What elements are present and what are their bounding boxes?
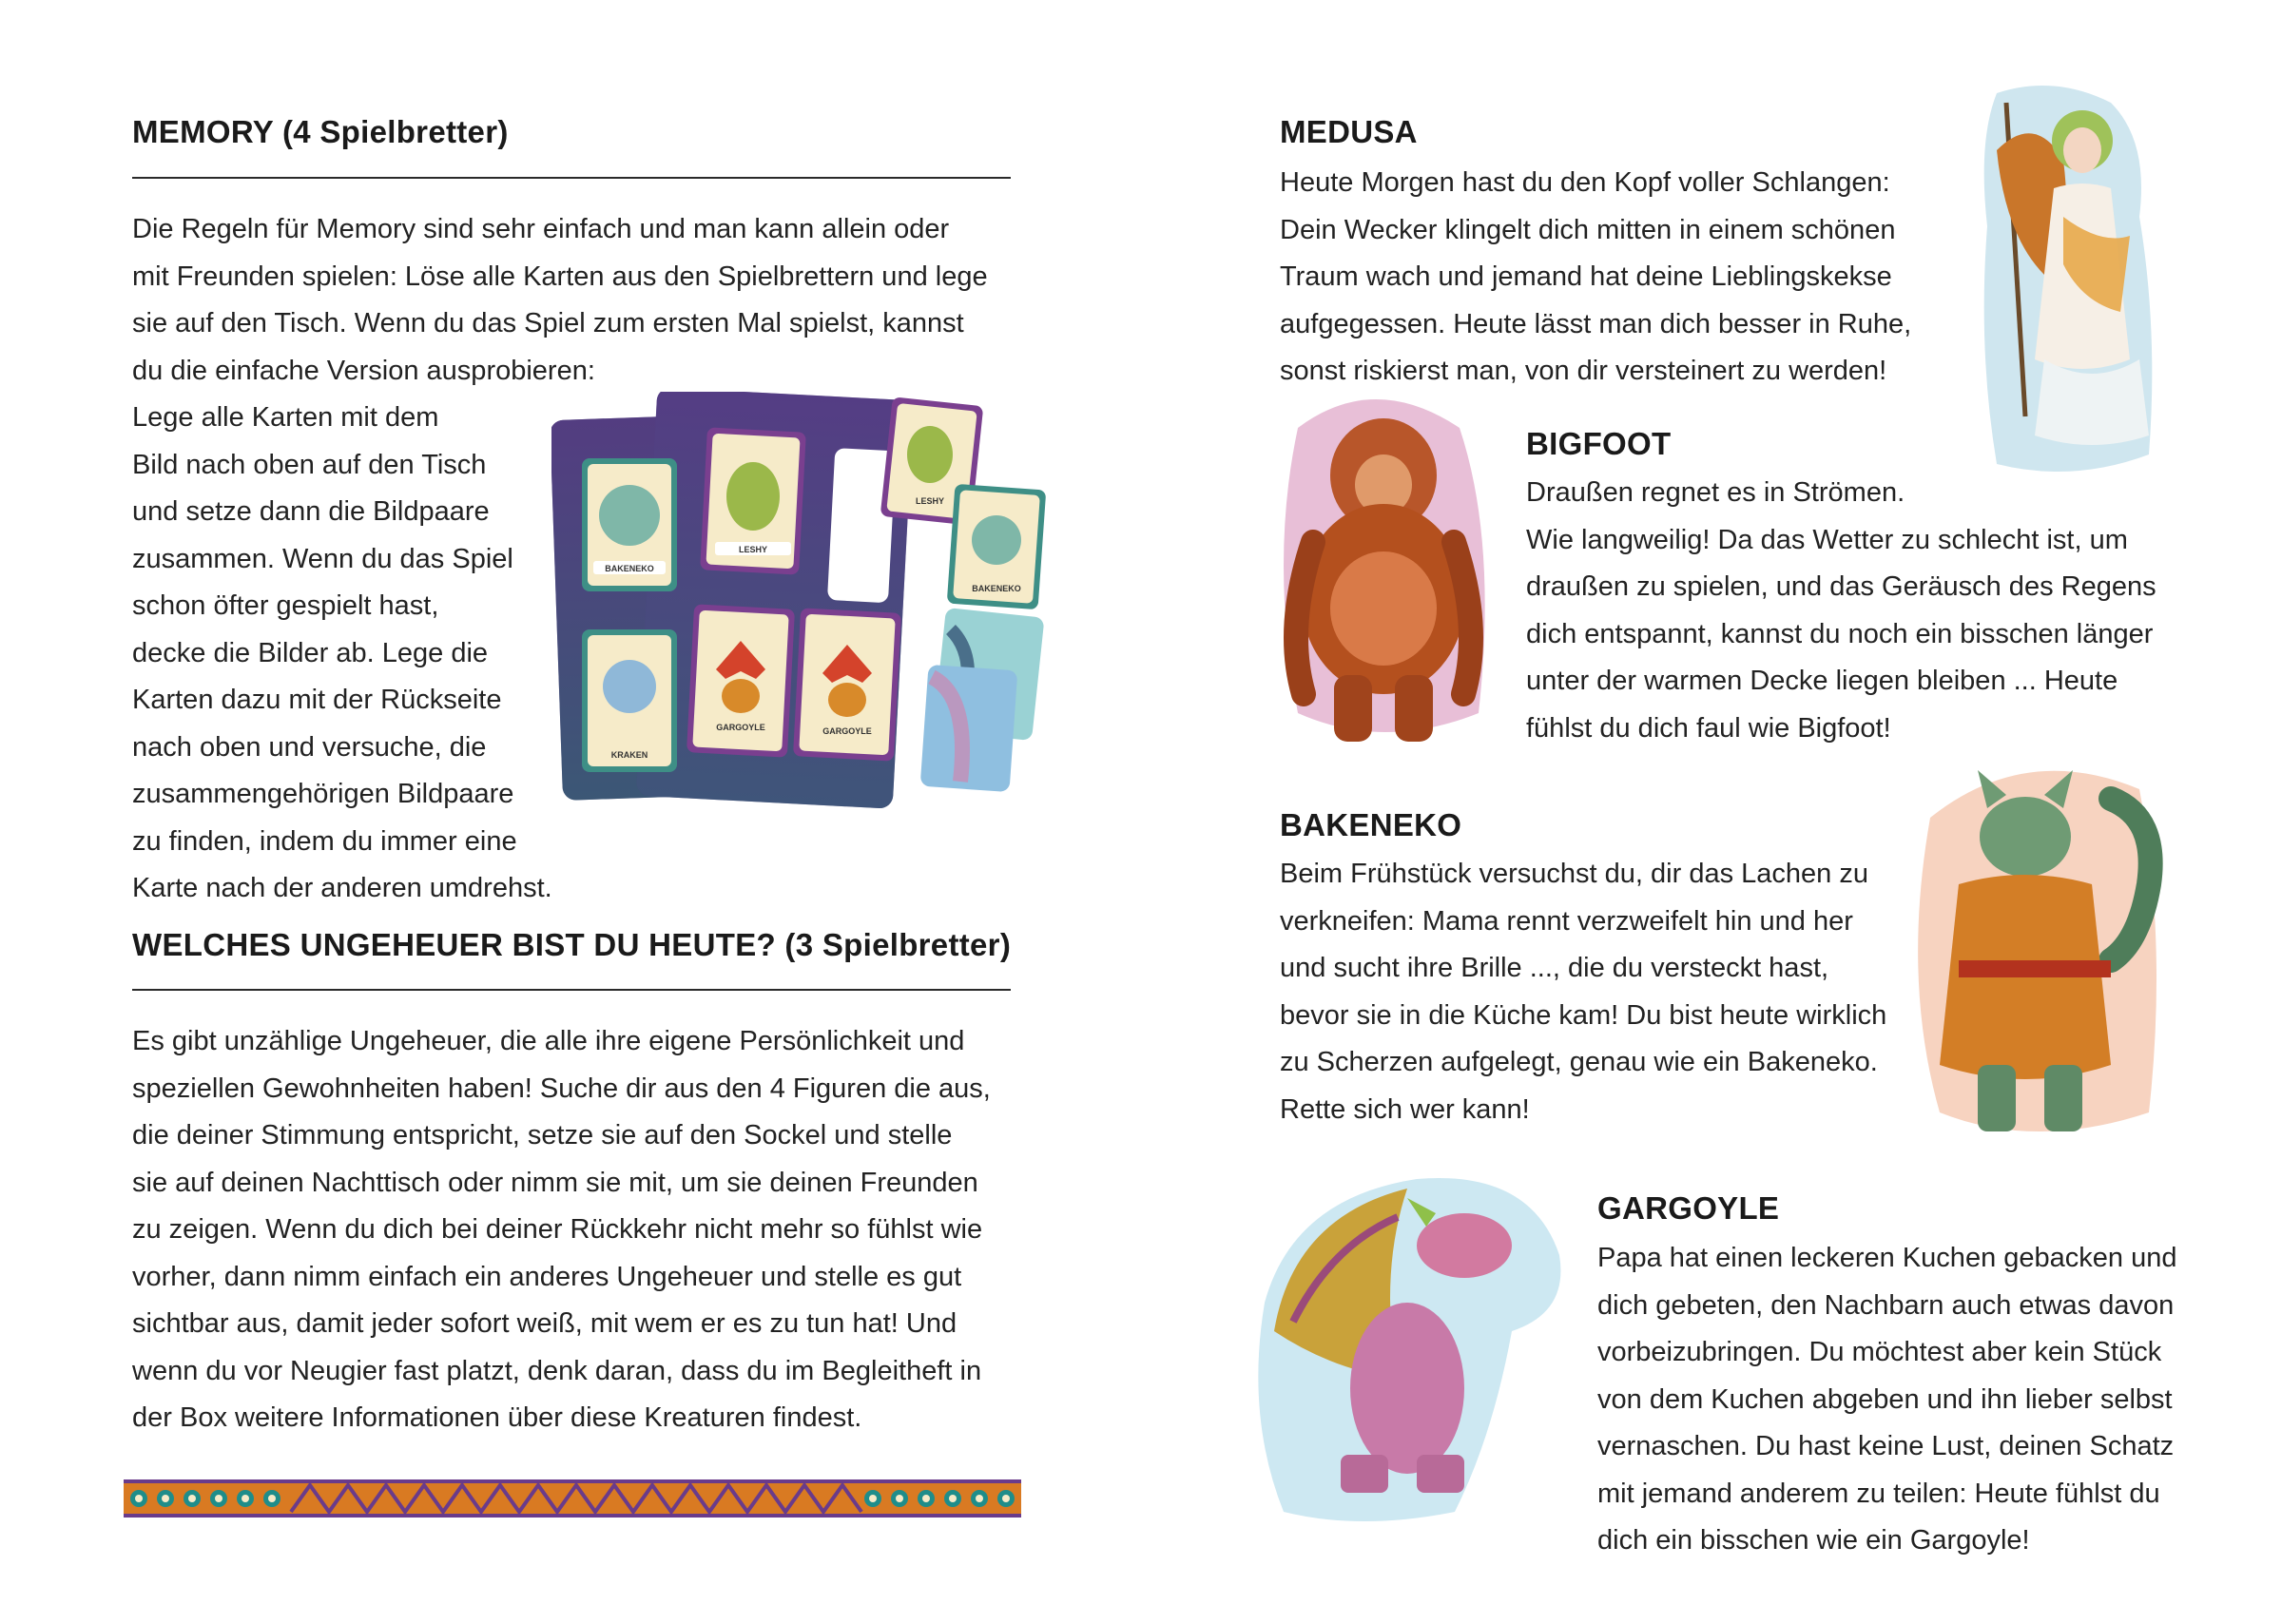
bigfoot-title: BIGFOOT	[1526, 426, 1672, 461]
memory-card-kraken	[582, 629, 677, 772]
card-label-1: BAKENEKO	[605, 564, 654, 573]
memory-card-gargoyle-2	[793, 608, 901, 761]
decorative-border	[124, 1479, 1021, 1518]
monster-title-rule	[132, 989, 1011, 991]
gargoyle-title: GARGOYLE	[1597, 1190, 1780, 1226]
medusa-figure	[1959, 74, 2206, 493]
card-label-6: GARGOYLE	[716, 723, 765, 732]
monster-title: WELCHES UNGEHEUER BIST DU HEUTE? (3 Spielbretter)	[132, 927, 1012, 962]
memory-card-gargoyle-1	[687, 604, 795, 757]
monster-text: Es gibt unzählige Ungeheuer, die alle ihre eigene Persönlichkeit und speziellen Gewohnheiten haben! Suche dir aus den 4 Figuren die aus, die deiner Stimmung entspricht, setze sie auf den Sockel und stelle sie auf deinen Nachttisch oder nimm sie mit, um sie deinen Freunden zu zeigen. Wenn du dich bei deiner Rückkehr nicht mehr so fühlst wie vorher, dann nimm einfach ein anderes Ungeheuer und stelle es gut sichtbar aus, damit jeder sofort weiß, mit wem er es zu tun hat! Und wenn du vor Neugier fast platzt, denk daran, dass du im Begleitheft in der Box weitere Informationen über diese Kreaturen findest.	[132, 1026, 991, 1433]
card-label-4: BAKENEKO	[972, 584, 1021, 593]
card-label-7: GARGOYLE	[822, 726, 872, 736]
medusa-title: MEDUSA	[1280, 114, 1418, 149]
bigfoot-figure	[1260, 390, 1507, 770]
memory-card-leshy-1	[700, 427, 806, 574]
medusa-text: Heute Morgen hast du den Kopf voller Schlangen: Dein Wecker klingelt dich mitten in einem schönen Traum wach und jemand hat deine Lieblingskekse aufgegessen. Heute lässt man dich besser in Ruhe, sonst riskierst man, von dir versteinert zu werden!	[1280, 167, 1912, 386]
bakeneko-title: BAKENEKO	[1280, 807, 1462, 842]
card-label-3: LESHY	[915, 496, 945, 506]
memory-boards-illustration	[551, 392, 1084, 810]
memory-card-bakeneko-2	[947, 484, 1047, 609]
memory-title-rule	[132, 177, 1011, 179]
bakeneko-figure	[1892, 761, 2168, 1160]
card-label-2: LESHY	[738, 545, 768, 554]
bakeneko-text: Beim Frühstück versuchst du, dir das Lachen zu verkneifen: Mama rennt verzweifelt hin und her und sucht ihre Brille ..., die du versteckt hast, bevor sie in die Küche kam! Du bist heute wirklich zu Scherzen aufgelegt, genau wie ein Bakeneko. Rette sich wer kann!	[1280, 859, 1887, 1125]
memory-steps-text: Lege alle Karten mit dem Bild nach oben auf den Tisch und setze dann die Bildpaare zusammen. Wenn du das Spiel schon öfter gespielt hast, decke die Bilder ab. Lege die Karten dazu mit der Rückseite nach oben und versuche, die zusammengehörigen Bildpaare zu finden, indem du immer eine Karte nach der anderen umdrehst.	[132, 402, 552, 903]
memory-intro-text: Die Regeln für Memory sind sehr einfach und man kann allein oder mit Freunden spielen: Löse alle Karten aus den Spielbrettern und lege sie auf den Tisch. Wenn du das Spiel zum ersten Mal spielst, kannst du die einfache Version ausprobieren:	[132, 214, 988, 386]
gargoyle-figure	[1236, 1170, 1578, 1531]
memory-title: MEMORY (4 Spielbretter)	[132, 114, 509, 149]
card-label-5: KRAKEN	[610, 750, 648, 760]
bigfoot-text: Draußen regnet es in Strömen. Wie langweilig! Da das Wetter zu schlecht ist, um draußen zu spielen, und das Geräusch des Regens dich entspannt, kannst du noch ein bisschen länger unter der warmen Decke liegen bleiben ... Heute fühlst du dich faul wie Bigfoot!	[1526, 477, 2156, 744]
gargoyle-text: Papa hat einen leckeren Kuchen gebacken und dich gebeten, den Nachbarn auch etwas davon vorbeizubringen. Du möchtest aber kein Stück von dem Kuchen abgeben und ihn lieber selbst vernaschen. Du hast keine Lust, deinen Schatz mit jemand anderem zu teilen: Heute fühlst du dich ein bisschen wie ein Gargoyle!	[1597, 1243, 2177, 1556]
memory-card-bakeneko-1	[582, 458, 677, 591]
